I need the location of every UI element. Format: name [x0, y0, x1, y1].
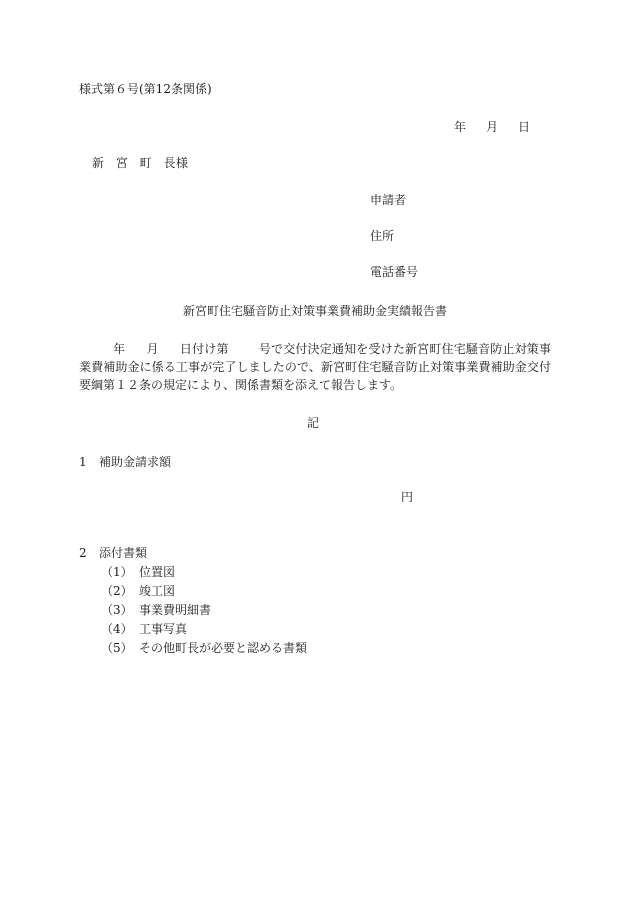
- attachment-item-label: 工事写真: [139, 622, 188, 636]
- section2-title: 添付書類: [99, 546, 148, 560]
- body-year: 年: [113, 342, 126, 356]
- attachment-item: [101, 623, 187, 635]
- section1-currency: 円: [401, 490, 414, 504]
- attachment-item: [101, 604, 211, 616]
- attachment-item: [101, 566, 175, 578]
- attachment-item-label: その他町長が必要と認める書類: [139, 641, 308, 655]
- attachment-item-number: （2）: [101, 584, 133, 598]
- section2-number: 2: [79, 546, 87, 560]
- attachment-item-number: （3）: [101, 603, 133, 617]
- applicant-address-label: 住所: [370, 229, 395, 243]
- attachment-item-number: （5）: [101, 641, 133, 655]
- addressee-honorific: 様: [176, 156, 189, 170]
- form-number: 様式第６号(第12条関係): [79, 82, 212, 96]
- section1-number: 1: [79, 455, 87, 469]
- date-day: 日: [518, 120, 531, 134]
- applicant-label: 申請者: [370, 193, 407, 207]
- document-title: 新宮町住宅騒音防止対策事業費補助金実績報告書: [183, 304, 448, 318]
- attachment-item-label: 事業費明細書: [139, 603, 212, 617]
- applicant-phone-label: 電話番号: [370, 265, 419, 279]
- addressee-name: 新 宮 町 長: [92, 156, 180, 170]
- body-dated-no: 日付け第: [179, 342, 229, 356]
- date-month: 月: [486, 120, 499, 134]
- body-month: 月: [146, 342, 159, 356]
- attachment-item-label: 竣工図: [139, 584, 176, 598]
- body-paragraph: [79, 340, 551, 394]
- attachment-item-number: （4）: [101, 622, 133, 636]
- section1-title: 補助金請求額: [99, 455, 172, 469]
- attachment-item-number: （1）: [101, 565, 133, 579]
- body-text: 号で交付決定通知を受けた新宮町住宅騒音防止対策事業費補助金に係る工事が完了しましたので、新宮町住宅騒音防止対策事業費補助金交付要綱第１２条の規定により、関係書類を添えて報告します。: [79, 342, 551, 392]
- attachment-item: [101, 585, 175, 597]
- attachment-item-label: 位置図: [139, 565, 176, 579]
- ki-heading: 記: [307, 416, 320, 430]
- date-year: 年: [454, 120, 467, 134]
- attachment-item: [101, 642, 307, 654]
